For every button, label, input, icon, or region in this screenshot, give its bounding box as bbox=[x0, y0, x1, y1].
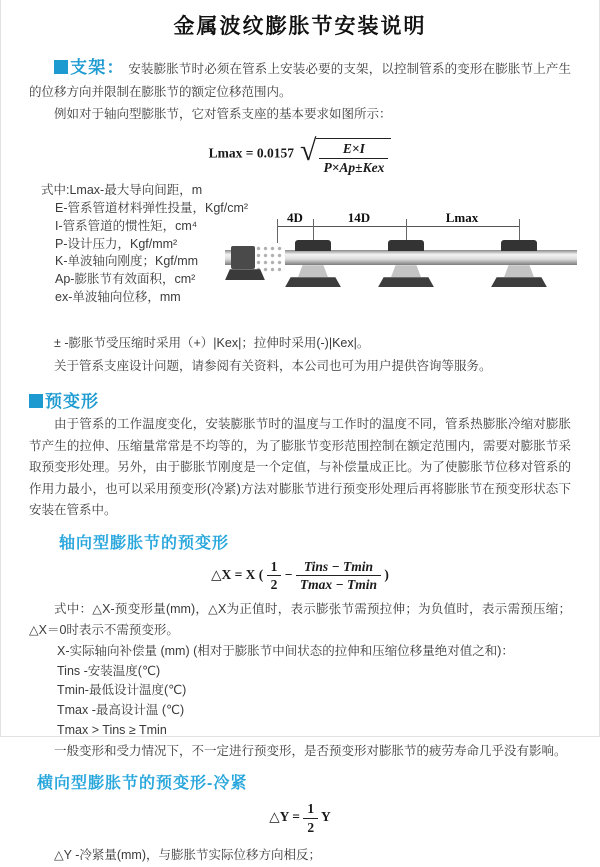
page-title: 金属波纹膨胀节安装说明 bbox=[173, 15, 427, 38]
lateral-subsection-heading: 横向型膨胀节的预变形-冷紧 bbox=[37, 775, 248, 793]
support-clamp bbox=[501, 240, 537, 251]
support-saddle bbox=[298, 265, 328, 277]
anchor-base bbox=[225, 269, 265, 280]
service-note: 关于管系支座设计问题，请参阅有关资料，本公司也可为用户提供咨询等服务。 bbox=[54, 358, 492, 373]
dim-label-14d: 14D bbox=[347, 210, 371, 226]
axial-variable-list bbox=[57, 642, 571, 741]
predeform-section-heading bbox=[29, 387, 571, 412]
lmax-formula-numerator: E×I bbox=[319, 141, 388, 159]
sign-convention-note: ± -膨胀节受压缩时采用（+）|Kex|；拉伸时采用(-)|Kex|。 bbox=[54, 336, 370, 351]
support-saddle bbox=[391, 265, 421, 277]
one-half-fraction: $\frac{1}{2}$ bbox=[303, 801, 318, 835]
support-base bbox=[491, 277, 547, 287]
support-intro-paragraph bbox=[29, 53, 571, 104]
axial-variable-line: X-实际轴向补偿量 (mm) (相对于膨胀节中间状态的拉伸和压缩位移量绝对值之和)： bbox=[57, 643, 514, 658]
predeform-heading-label: 预变形 bbox=[45, 392, 99, 412]
lateral-formula-rhs: Y bbox=[320, 809, 331, 825]
lmax-formula-lhs: Lmax = 0.0157 bbox=[208, 145, 294, 161]
axial-closing-paragraph: 一般变形和受力情况下，不一定进行预变形，是否预变形对膨胀节的疲劳寿命几乎没有影响。 bbox=[54, 743, 567, 758]
close-paren: ) bbox=[384, 566, 389, 582]
one-half-fraction: $\frac{1}{2}$ bbox=[267, 559, 282, 593]
support-intro-text: 安装膨胀节时必须在管系上安装必要的支架，以控制管系的变形在膨胀节上产生的位移方向并限制在膨胀节的额定位移范围内。 bbox=[29, 62, 571, 100]
radical-sign: √ $\frac{E\times I}{\text{P×Ap±Kex}}$ bbox=[300, 134, 391, 175]
support-example-line: 例如对于轴向型膨胀节，它对管系支座的基本要求如图所示： bbox=[54, 106, 392, 121]
definition-line: 式中:Lmax-最大导向间距，m bbox=[41, 183, 203, 198]
axial-variable-line: Tins -安装温度(℃) bbox=[57, 663, 161, 678]
lmax-formula-denominator: P×Ap±Kex bbox=[323, 159, 385, 175]
definition-line: I-管系管道的惯性矩，cm⁴ bbox=[55, 218, 198, 233]
minus-sign: − bbox=[284, 566, 293, 582]
support-section-heading: 支架： bbox=[70, 58, 125, 77]
section-marker-icon bbox=[29, 394, 43, 408]
dim-label-4d: 4D bbox=[287, 210, 303, 226]
definition-line: Ap-膨胀节有效面积，cm² bbox=[55, 272, 196, 287]
bellows-section bbox=[253, 243, 285, 272]
lateral-predeform-formula bbox=[29, 801, 571, 835]
definition-line: P-设计压力，Kgf/mm² bbox=[55, 236, 178, 251]
lateral-note-line: △Y -冷紧量(mm)，与膨胀节实际位移方向相反； bbox=[54, 848, 322, 863]
pipe-support-diagram bbox=[225, 210, 577, 305]
support-saddle bbox=[504, 265, 534, 277]
axial-explain-paragraph: 式中：△X-预变形量(mm)，△X为正值时，表示膨张节需预拉伸；为负值时，表示需预压缩；△X＝0时表示不需预变形。 bbox=[29, 601, 571, 638]
axial-formula-lhs: △X = X ( bbox=[211, 566, 264, 582]
lateral-formula-lhs: △Y = bbox=[269, 809, 300, 825]
axial-subsection-heading: 轴向型膨胀节的预变形 bbox=[59, 534, 230, 552]
lmax-formula bbox=[29, 134, 571, 175]
section-marker-icon bbox=[54, 60, 68, 74]
support-clamp bbox=[388, 240, 424, 251]
support-base bbox=[378, 277, 434, 287]
temperature-fraction: $\frac{\text{Tins − Tmin}}{Tmax - Tmin}$ bbox=[296, 559, 381, 593]
support-clamp bbox=[295, 240, 331, 251]
support-base bbox=[285, 277, 341, 287]
definition-line: ex-单波轴向位移，mm bbox=[55, 289, 181, 304]
axial-predeform-formula bbox=[29, 559, 571, 593]
axial-variable-line: Tmax > Tins ≥ Tmin bbox=[57, 722, 167, 737]
anchor-support bbox=[231, 246, 255, 269]
definition-line: K-单波轴向刚度；Kgf/mm bbox=[55, 254, 199, 269]
definition-line: E-管系管道材料弹性投量，Kgf/cm² bbox=[55, 201, 249, 216]
axial-variable-line: Tmin-最低设计温度(℃) bbox=[57, 683, 187, 698]
definitions-and-diagram bbox=[29, 182, 571, 332]
axial-variable-line: Tmax -最高设计温 (℃) bbox=[57, 703, 185, 718]
dim-label-lmax: Lmax bbox=[445, 210, 479, 226]
predeform-body-paragraph: 由于管系的工作温度变化，安装膨胀节时的温度与工作时的温度不同，管系热膨胀冷缩对膨胀节产生的拉伸、压缩量常常是不均等的，为了膨胀节变形范围控制在额定范围内，需要对膨胀节采取预变形处理。另外，由于膨胀节刚度是一个定值，与补偿量成正比。为了使膨胀节位移对管系的作用力最小，也可以采用预变形(冷紧)方法对膨胀节进行预变形处理后再将膨胀节在预变形状态下安装在管系中。 bbox=[29, 417, 571, 518]
